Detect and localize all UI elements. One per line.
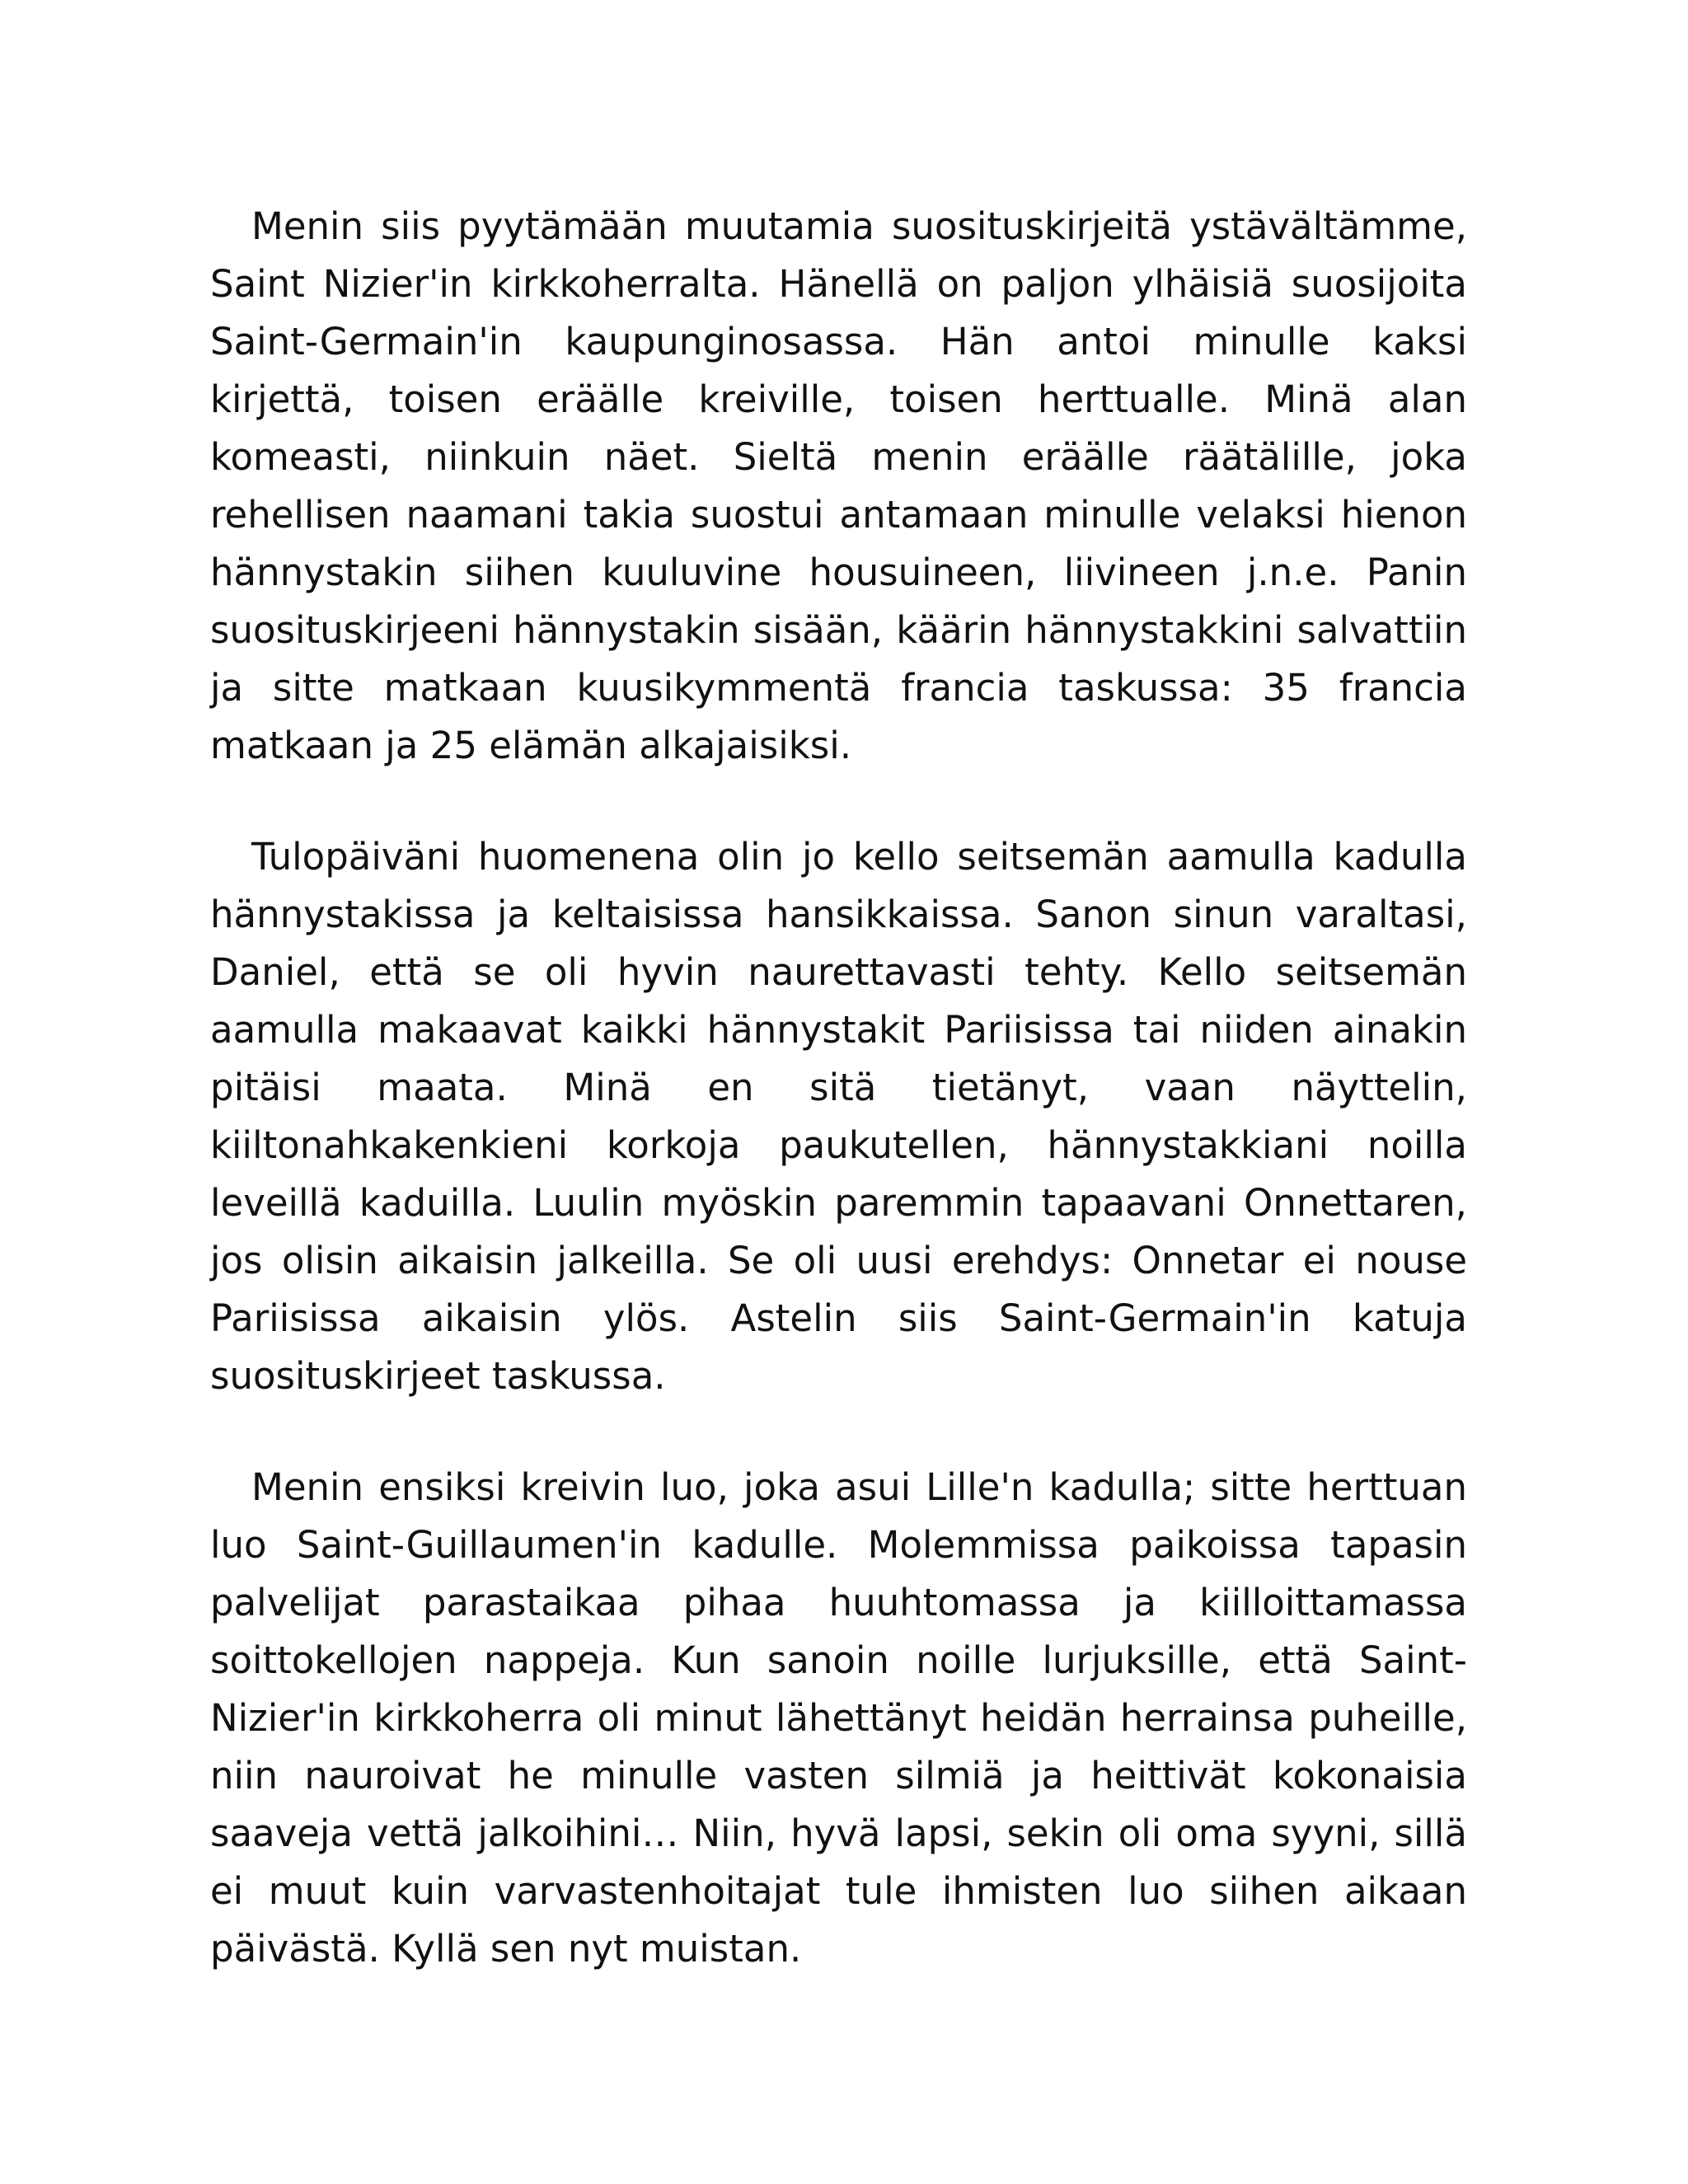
paragraph-1: Menin siis pyytämään muutamia suosituskirjeitä ystävältämme, Saint Nizier'in kirkkoherralta. Hänellä on paljon ylhäisiä suosijoita Saint-Germain'in kaupunginosassa. Hän antoi minulle kaksi kirjettä, toisen eräälle kreiville, toisen herttualle. Minä alan komeasti, niinkuin näet. Sieltä menin eräälle räätälille, joka rehellisen naamani takia suostui antamaan minulle velaksi hienon hännystakin siihen kuuluvine housuineen, liivineen j.n.e. Panin suosituskirjeeni hännystakin sisään, käärin hännystakkini salvattiin ja sitte matkaan kuusikymmentä francia taskussa: 35 francia matkaan ja 25 elämän alkajaisiksi. [210,204,1467,767]
paragraph-2: Tulopäiväni huomenena olin jo kello seitsemän aamulla kadulla hännystakissa ja keltaisissa hansikkaissa. Sanon sinun varaltasi, Daniel, että se oli hyvin naurettavasti tehty. Kello seitsemän aamulla makaavat kaikki hännystakit Pariisissa tai niiden ainakin pitäisi maata. Minä en sitä tietänyt, vaan näyttelin, kiiltonahkakenkieni korkoja paukutellen, hännystakkiani noilla leveillä kaduilla. Luulin myöskin paremmin tapaavani Onnettaren, jos olisin aikaisin jalkeilla. Se oli uusi erehdys: Onnetar ei nouse Pariisissa aikaisin ylös. Astelin siis Saint-Germain'in katuja suosituskirjeet taskussa. [210,835,1467,1398]
document-page [210,198,1467,1978]
paragraph-3: Menin ensiksi kreivin luo, joka asui Lille'n kadulla; sitte herttuan luo Saint-Guillaumen'in kadulle. Molemmissa paikoissa tapasin palvelijat parastaikaa pihaa huuhtomassa ja kiilloittamassa soittokellojen nappeja. Kun sanoin noille lurjuksille, että Saint-Nizier'in kirkkoherra oli minut lähettänyt heidän herrainsa puheille, niin nauroivat he minulle vasten silmiä ja heittivät kokonaisia saaveja vettä jalkoihini… Niin, hyvä lapsi, sekin oli oma syyni, sillä ei muut kuin varvastenhoitajat tule ihmisten luo siihen aikaan päivästä. Kyllä sen nyt muistan. [210,1465,1467,1971]
